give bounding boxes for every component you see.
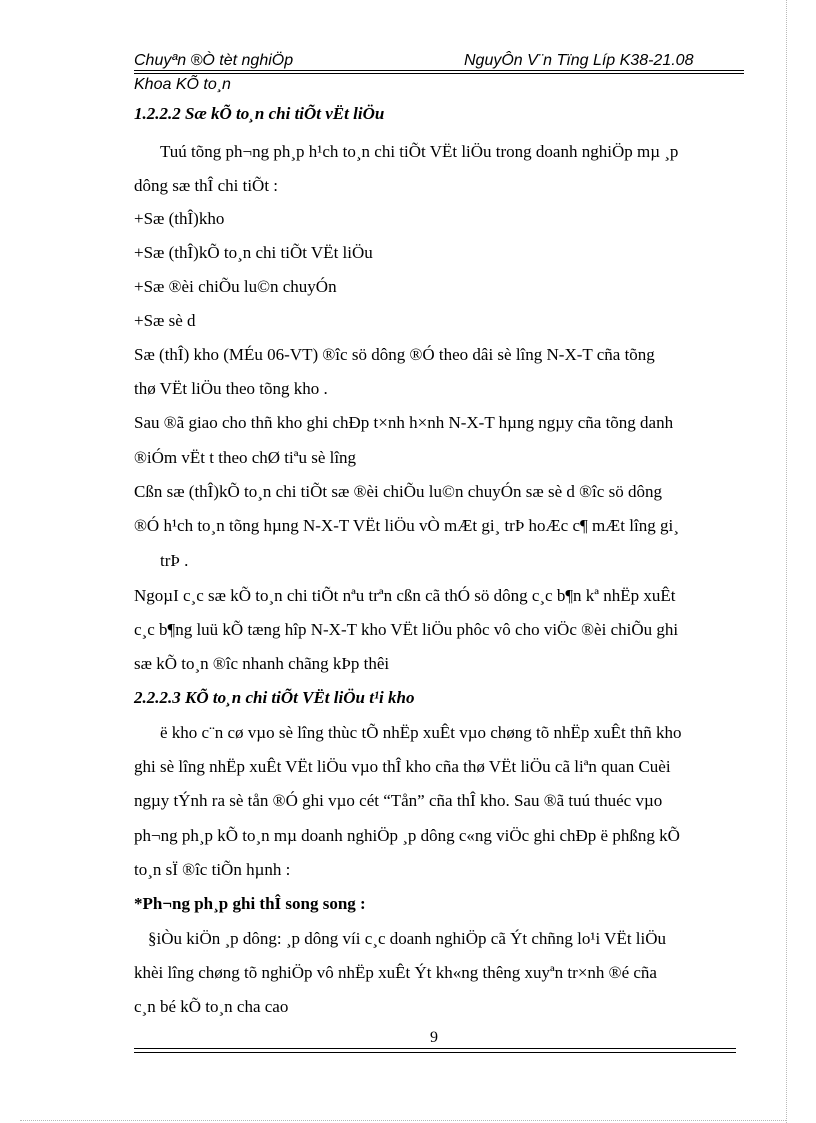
paragraph-line: ph¬ng ph¸p kÕ to¸n mµ doanh nghiÖp ¸p dông c«ng viÖc ghi chÐp ë phßng kÕ [134,826,680,845]
method-heading: *Ph¬ng ph¸p ghi thÎ song song : [134,894,366,913]
paragraph-line: Tuú tõng ph¬ng ph¸p h¹ch to¸n chi tiÕt VËt liÖu trong doanh nghiÖp mµ ¸p [160,142,679,161]
paragraph-line: ®Ó h¹ch to¸n tõng hµng N-X-T VËt liÖu vÒ mÆt gi¸ trÞ hoÆc c¶ mÆt lîng gi¸ [134,516,679,535]
paragraph-line: Sau ®ã giao cho thñ kho ghi chÐp t×nh h×nh N-X-T hµng ngµy cña tõng danh [134,413,674,432]
footer-rule-second [134,1052,736,1053]
paragraph-line: NgoµI c¸c sæ kÕ to¸n chi tiÕt nªu trªn cßn cã thÓ sö dông c¸c b¶n kª nhËp xuÊt [134,586,676,605]
paragraph-line: ®iÓm vËt t theo chØ tiªu sè lîng [134,448,357,467]
paragraph-line: trÞ . [160,551,189,570]
page-bottom-guide [20,1120,786,1121]
paragraph-line: c¸c b¶ng luü kÕ tæng hîp N-X-T kho VËt liÖu phôc vô cho viÖc ®èi chiÕu ghi [134,620,679,639]
paragraph-line: thø VËt liÖu theo tõng kho . [134,379,328,398]
list-item: +Sæ ®èi chiÕu lu©n chuyÓn [134,277,337,296]
list-item: +Sæ (thÎ)kho [134,209,225,228]
section-heading: 1.2.2.2 Sæ kÕ to¸n chi tiÕt vËt liÖu [134,104,385,123]
header-left: Chuyªn ®Ò tèt nghiÖp [134,52,294,69]
page-edge-guide [786,0,787,1123]
section-heading: 2.2.2.3 KÕ to¸n chi tiÕt VËt liÖu t¹i kho [134,688,415,707]
page-number: 9 [430,1029,438,1046]
paragraph-line: khèi lîng chøng tõ nghiÖp vô nhËp xuÊt Ýt kh«ng thêng xuyªn tr×nh ®é cña [134,963,657,982]
list-item: +Sæ (thÎ)kÕ to¸n chi tiÕt VËt liÖu [134,243,373,262]
list-item: +Sæ sè d [134,311,196,330]
paragraph-line: dông sæ thÎ chi tiÕt : [134,176,279,195]
paragraph-line: §iÒu kiÖn ¸p dông: ¸p dông víi c¸c doanh nghiÖp cã Ýt chñng lo¹i VËt liÖu [148,929,667,948]
paragraph-line: Cßn sæ (thÎ)kÕ to¸n chi tiÕt sæ ®èi chiÕu lu©n chuyÓn sæ sè d ®îc sö dông [134,482,662,501]
paragraph-line: Sæ (thÎ) kho (MÉu 06-VT) ®îc sö dông ®Ó theo dâi sè lîng N-X-T cña tõng [134,345,655,364]
paragraph-line: ghi sè lîng nhËp xuÊt VËt liÖu vµo thÎ kho cña thø VËt liÖu cã liªn quan Cuèi [134,757,671,776]
header-rule [134,70,744,71]
footer-rule [134,1048,736,1049]
header-sub: Khoa KÕ to¸n [134,76,231,93]
paragraph-line: c¸n bé kÕ to¸n cha cao [134,997,289,1016]
header-right: NguyÔn V¨n Tïng Líp K38-21.08 [464,52,694,69]
paragraph-line: sæ kÕ to¸n ®îc nhanh chãng kÞp thêi [134,654,390,673]
paragraph-line: ë kho c¨n cø vµo sè lîng thùc tÕ nhËp xuÊt vµo chøng tõ nhËp xuÊt thñ kho [160,723,682,742]
header-rule-thin [134,73,744,74]
paragraph-line: to¸n sÏ ®îc tiÕn hµnh : [134,860,291,879]
paragraph-line: ngµy tÝnh ra sè tån ®Ó ghi vµo cét “Tån” cña thÎ kho. Sau ®ã tuú thuéc vµo [134,791,663,810]
